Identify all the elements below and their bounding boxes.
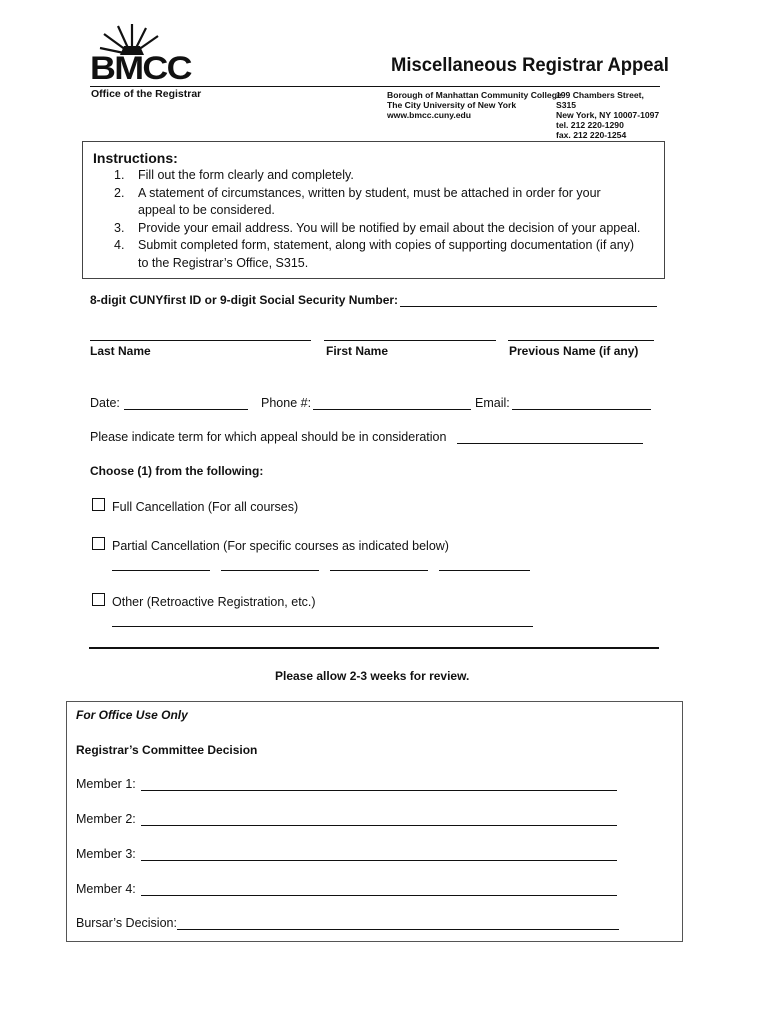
member2-label: Member 2: — [76, 812, 136, 826]
course-field-3[interactable] — [330, 570, 428, 571]
date-field[interactable] — [124, 409, 248, 410]
full-cancellation-checkbox[interactable] — [92, 498, 105, 511]
member4-label: Member 4: — [76, 882, 136, 896]
term-field[interactable] — [457, 443, 643, 444]
street-address: 199 Chambers Street, S315 — [556, 90, 644, 110]
instruction-item: 3. Provide your email address. You will be notified by email about the decision of your appeal. — [114, 220, 641, 235]
last-name-field[interactable] — [90, 340, 311, 341]
bursar-label: Bursar’s Decision: — [76, 916, 177, 930]
email-label: Email: — [475, 396, 510, 410]
office-of-registrar: Office of the Registrar — [91, 88, 202, 100]
logo-text: BMCC — [90, 50, 191, 86]
telephone: tel. 212 220-1290 — [556, 120, 624, 130]
previous-name-field[interactable] — [508, 340, 654, 341]
page-title: Miscellaneous Registrar Appeal — [391, 55, 669, 76]
bursar-field[interactable] — [177, 929, 619, 930]
instruction-item: 4. Submit completed form, statement, along with copies of supporting documentation (if any) to the Registrar’s Office, S315. — [114, 238, 635, 270]
fax: fax. 212 220-1254 — [556, 130, 627, 140]
full-cancellation-label: Full Cancellation (For all courses) — [112, 500, 299, 514]
email-field[interactable] — [512, 409, 651, 410]
college-website[interactable]: www.bmcc.cuny.edu — [387, 110, 472, 120]
first-name-field[interactable] — [324, 340, 496, 341]
partial-cancellation-checkbox[interactable] — [92, 537, 105, 550]
id-field[interactable] — [400, 306, 657, 307]
instructions-heading: Instructions: — [93, 150, 178, 166]
member1-label: Member 1: — [76, 777, 136, 791]
college-info — [387, 90, 562, 120]
instructions-list — [112, 167, 657, 272]
other-field[interactable] — [112, 626, 533, 627]
member4-field[interactable] — [141, 895, 617, 896]
office-use-heading: For Office Use Only — [76, 708, 188, 722]
header-rule — [90, 86, 660, 87]
committee-heading: Registrar’s Committee Decision — [76, 743, 258, 757]
first-name-label: First Name — [326, 344, 389, 358]
partial-cancellation-label: Partial Cancellation (For specific courses as indicated below) — [112, 539, 449, 553]
last-name-label: Last Name — [90, 344, 151, 358]
phone-label: Phone #: — [261, 396, 312, 410]
address-info — [556, 90, 666, 140]
member3-label: Member 3: — [76, 847, 136, 861]
instruction-item: 1. Fill out the form clearly and completely. — [114, 168, 354, 182]
id-label: 8-digit CUNYfirst ID or 9-digit Social Security Number: — [90, 293, 399, 307]
review-note: Please allow 2-3 weeks for review. — [275, 669, 470, 683]
other-checkbox[interactable] — [92, 593, 105, 606]
course-field-1[interactable] — [112, 570, 210, 571]
course-field-4[interactable] — [439, 570, 530, 571]
previous-name-label: Previous Name (if any) — [509, 344, 639, 358]
city-state-zip: New York, NY 10007-1097 — [556, 110, 660, 120]
phone-field[interactable] — [313, 409, 471, 410]
college-name: Borough of Manhattan Community College — [387, 90, 562, 100]
date-label: Date: — [90, 396, 120, 410]
other-label: Other (Retroactive Registration, etc.) — [112, 595, 316, 609]
member2-field[interactable] — [141, 825, 617, 826]
member1-field[interactable] — [141, 790, 617, 791]
instruction-item: 2. A statement of circumstances, written by student, must be attached in order for your appeal to be considered. — [114, 185, 601, 217]
section-divider — [89, 647, 659, 649]
course-field-2[interactable] — [221, 570, 319, 571]
choose-label: Choose (1) from the following: — [90, 464, 264, 478]
term-label: Please indicate term for which appeal should be in consideration — [90, 430, 447, 444]
office-use-box — [66, 701, 683, 942]
member3-field[interactable] — [141, 860, 617, 861]
university-name: The City University of New York — [387, 100, 517, 110]
